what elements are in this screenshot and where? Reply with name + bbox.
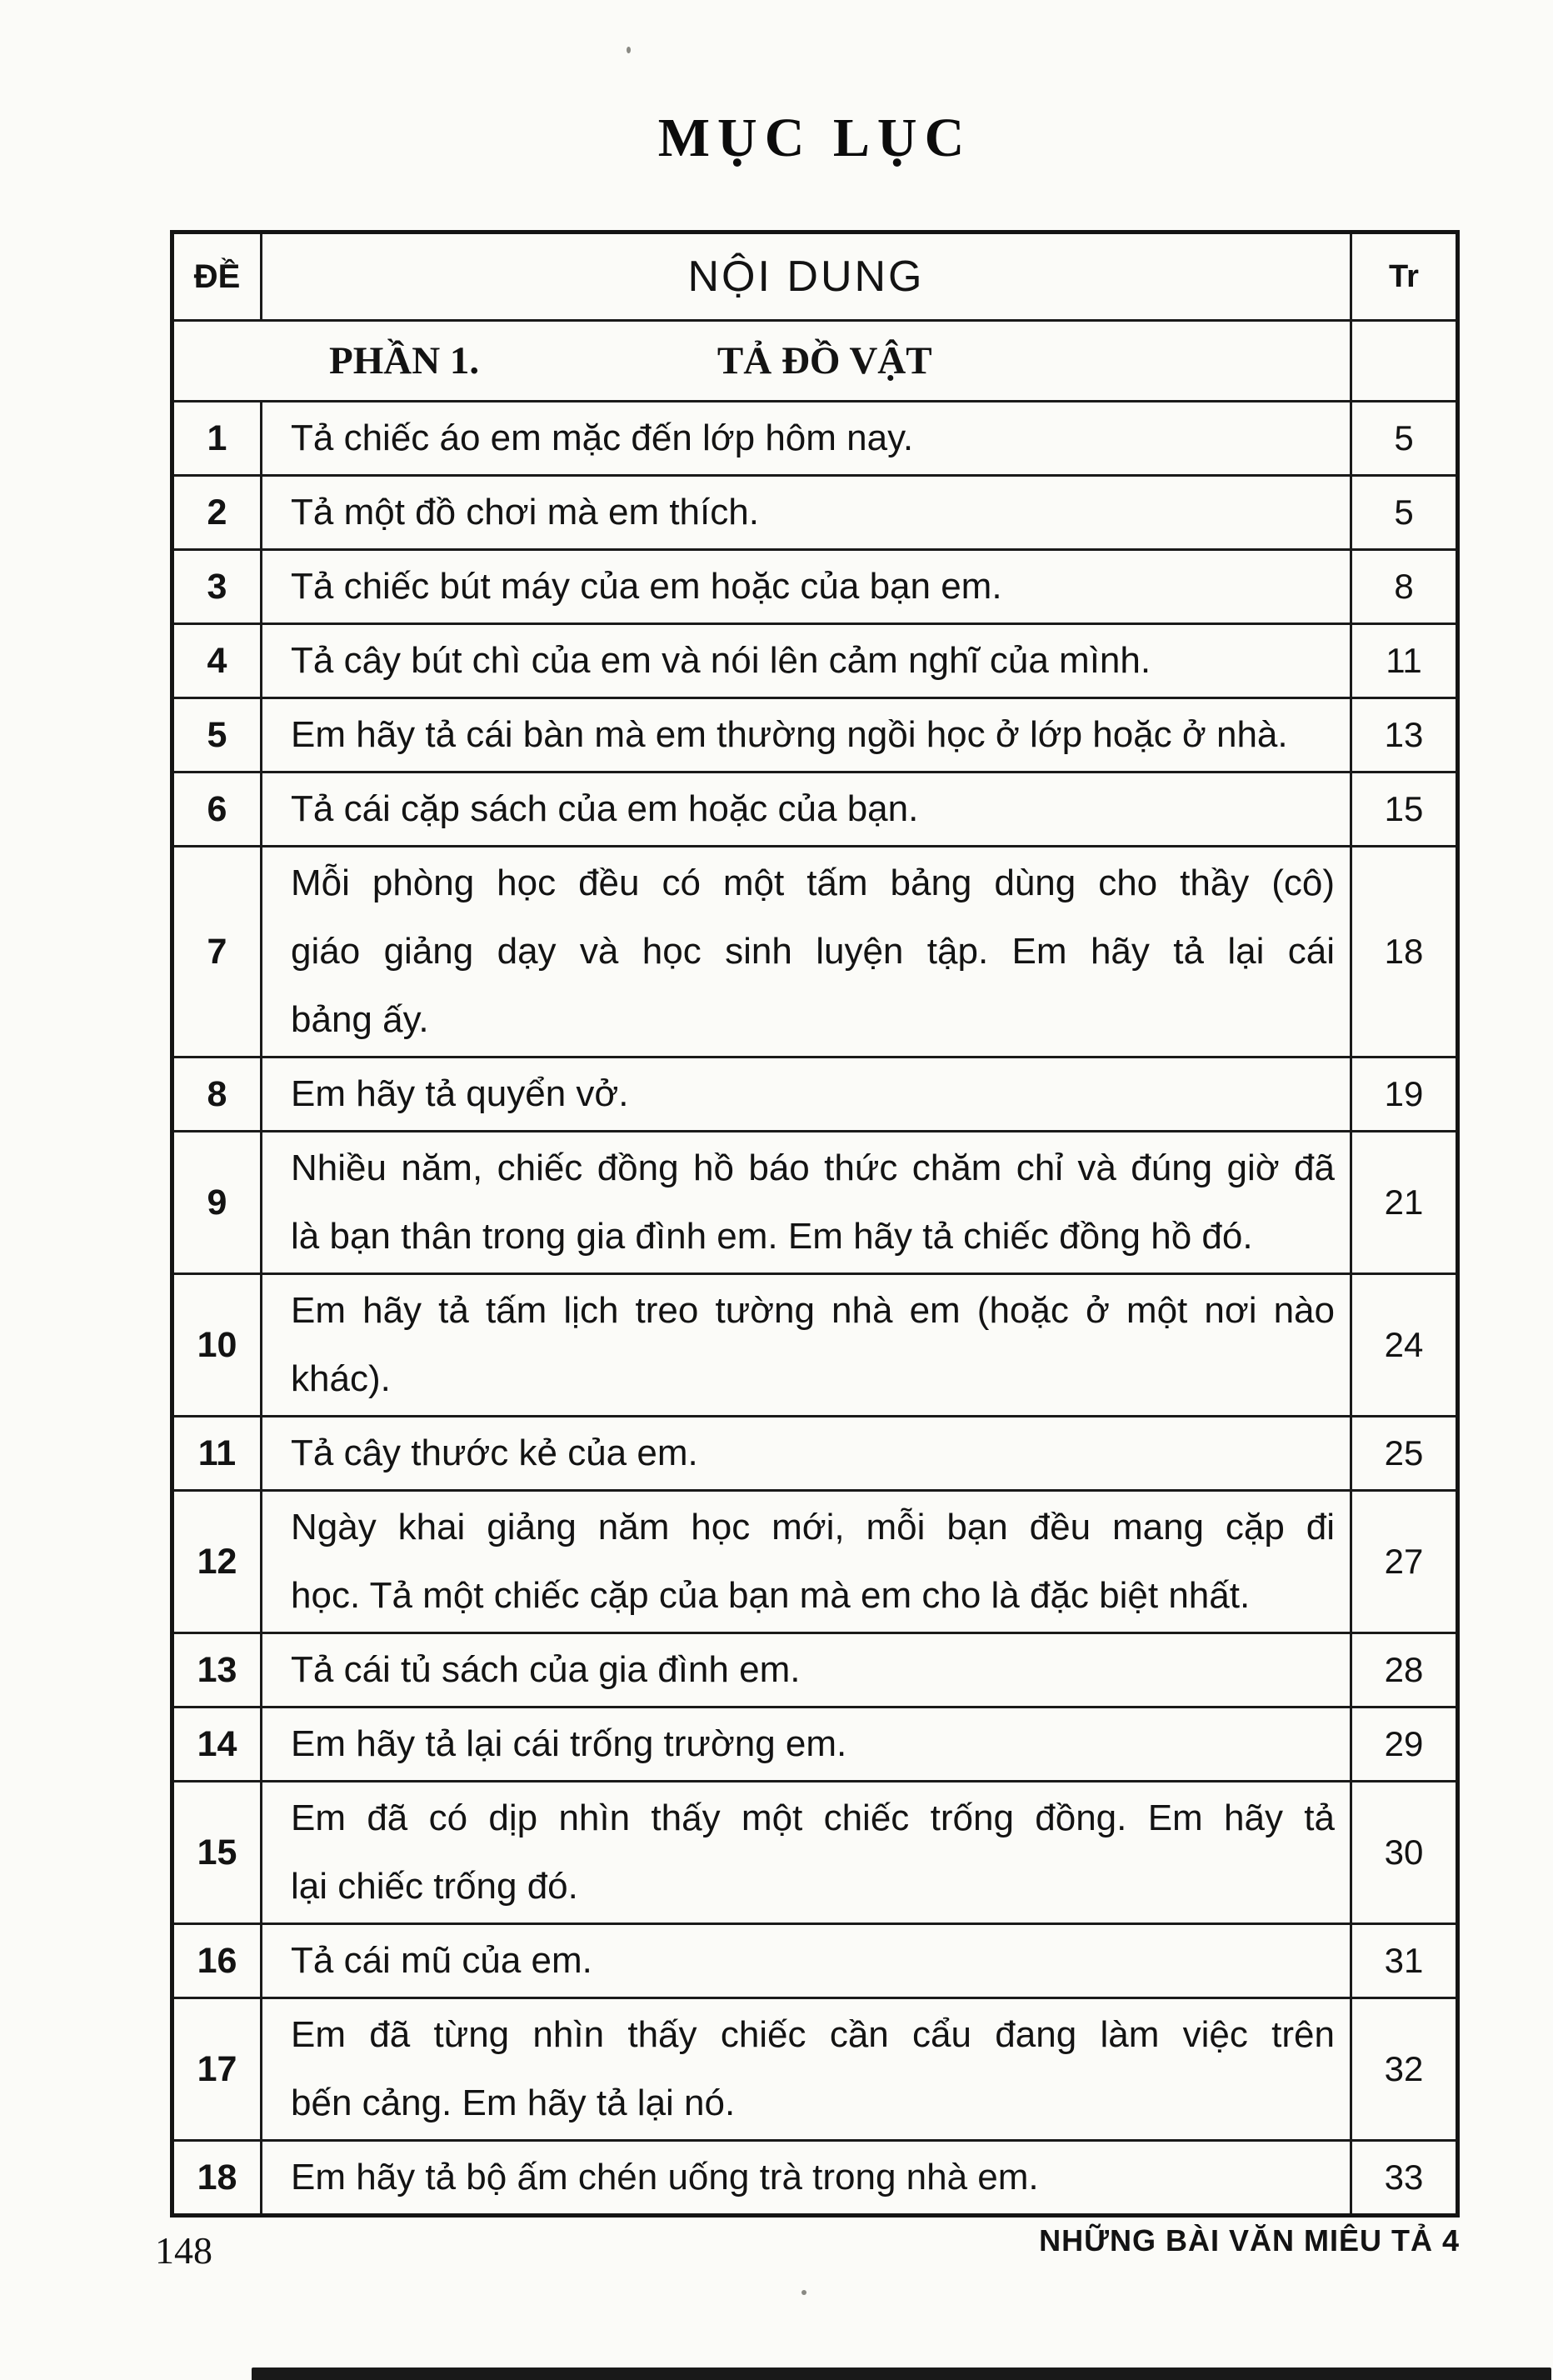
entry-text (262, 698, 1351, 772)
toc-row (172, 847, 1458, 1058)
toc-row (172, 550, 1458, 624)
entry-text (262, 550, 1351, 624)
entry-line: Tả cái cặp sách của em hoặc của bạn. (291, 788, 919, 830)
entry-page: 31 (1351, 1924, 1458, 1998)
entry-line: Tả chiếc bút máy của em hoặc của bạn em. (291, 566, 1002, 608)
toc-row (172, 1998, 1458, 2141)
entry-text (262, 476, 1351, 550)
entry-page: 28 (1351, 1633, 1458, 1708)
entry-page: 13 (1351, 698, 1458, 772)
entry-page: 18 (1351, 847, 1458, 1058)
entry-text (262, 1132, 1351, 1274)
entry-number: 5 (172, 698, 262, 772)
toc-row (172, 1633, 1458, 1708)
toc-row (172, 1417, 1458, 1491)
entry-page: 30 (1351, 1782, 1458, 1924)
entry-line: Em đã từng nhìn thấy chiếc cần cẩu đang làm việc trên (291, 2014, 1335, 2056)
book-page (0, 37, 1553, 2272)
entry-number: 13 (172, 1633, 262, 1708)
entry-page: 19 (1351, 1058, 1458, 1132)
toc-header-row (172, 232, 1458, 321)
toc-row (172, 1132, 1458, 1274)
entry-line: lại chiếc trống đó. (291, 1866, 578, 1908)
toc-row (172, 1491, 1458, 1633)
entry-line: Tả cái mũ của em. (291, 1940, 592, 1982)
entry-number: 1 (172, 402, 262, 476)
entry-text (262, 1633, 1351, 1708)
entry-number: 11 (172, 1417, 262, 1491)
toc-row (172, 1708, 1458, 1782)
toc-row (172, 624, 1458, 698)
entry-number: 9 (172, 1132, 262, 1274)
toc-row (172, 772, 1458, 847)
entry-number: 2 (172, 476, 262, 550)
entry-line: giáo giảng dạy và học sinh luyện tập. Em hãy tả lại cái (291, 931, 1335, 972)
entry-page: 5 (1351, 476, 1458, 550)
entry-text (262, 624, 1351, 698)
section-page-cell (1351, 321, 1458, 402)
toc-table (170, 230, 1460, 2218)
entry-line: bến cảng. Em hãy tả lại nó. (291, 2082, 736, 2124)
entry-line: Nhiều năm, chiếc đồng hồ báo thức chăm chỉ và đúng giờ đã (291, 1148, 1335, 1189)
entry-number: 10 (172, 1274, 262, 1417)
book-title: NHỮNG BÀI VĂN MIÊU TẢ 4 (1039, 2223, 1460, 2258)
entry-text (262, 1998, 1351, 2141)
entry-line: Em hãy tả quyển vở. (291, 1073, 629, 1115)
entry-number: 18 (172, 2141, 262, 2216)
entry-number: 6 (172, 772, 262, 847)
page-title: MỤC LỤC (657, 108, 972, 169)
entry-line: học. Tả một chiếc cặp của bạn mà em cho là đặc biệt nhất. (291, 1575, 1251, 1617)
entry-line: khác). (291, 1358, 391, 1400)
entry-number: 14 (172, 1708, 262, 1782)
toc-row (172, 402, 1458, 476)
toc-section-row (172, 321, 1458, 402)
entry-text (262, 1708, 1351, 1782)
section-cell (172, 321, 1351, 402)
entry-number: 15 (172, 1782, 262, 1924)
entry-page: 29 (1351, 1708, 1458, 1782)
entry-line: Tả một đồ chơi mà em thích. (291, 492, 759, 533)
entry-text (262, 847, 1351, 1058)
entry-text (262, 772, 1351, 847)
entry-page: 33 (1351, 2141, 1458, 2216)
entry-text (262, 1924, 1351, 1998)
entry-line: Tả cây thước kẻ của em. (291, 1432, 698, 1474)
entry-page: 24 (1351, 1274, 1458, 1417)
entry-page: 27 (1351, 1491, 1458, 1633)
toc-row (172, 1782, 1458, 1924)
entry-line: Em hãy tả bộ ấm chén uống trà trong nhà em. (291, 2157, 1039, 2198)
entry-line: Em đã có dịp nhìn thấy một chiếc trống đồng. Em hãy tả (291, 1798, 1335, 1839)
toc-row (172, 1058, 1458, 1132)
entry-line: Em hãy tả tấm lịch treo tường nhà em (hoặc ở một nơi nào (291, 1290, 1335, 1332)
entry-text (262, 1058, 1351, 1132)
toc-row (172, 1274, 1458, 1417)
entry-line: Tả cái tủ sách của gia đình em. (291, 1649, 801, 1691)
entry-page: 21 (1351, 1132, 1458, 1274)
col-header-noi-dung: NỘI DUNG (262, 232, 1351, 321)
entry-number: 7 (172, 847, 262, 1058)
entry-number: 17 (172, 1998, 262, 2141)
entry-page: 15 (1351, 772, 1458, 847)
toc-row (172, 476, 1458, 550)
scan-speck (801, 2290, 806, 2295)
entry-line: Em hãy tả lại cái trống trường em. (291, 1723, 847, 1765)
entry-number: 16 (172, 1924, 262, 1998)
entry-text (262, 1782, 1351, 1924)
entry-number: 12 (172, 1491, 262, 1633)
entry-text (262, 2141, 1351, 2216)
section-title: TẢ ĐỒ VẬT (717, 339, 932, 383)
toc-row (172, 1924, 1458, 1998)
entry-number: 8 (172, 1058, 262, 1132)
entry-text (262, 1417, 1351, 1491)
entry-text (262, 402, 1351, 476)
entry-page: 25 (1351, 1417, 1458, 1491)
entry-line: Em hãy tả cái bàn mà em thường ngồi học ở lớp hoặc ở nhà. (291, 714, 1288, 756)
entry-page: 32 (1351, 1998, 1458, 2141)
scan-edge-artifact (252, 2368, 1551, 2380)
entry-text (262, 1491, 1351, 1633)
entry-line: Ngày khai giảng năm học mới, mỗi bạn đều mang cặp đi (291, 1507, 1335, 1548)
col-header-tr: Tr (1351, 232, 1458, 321)
entry-text (262, 1274, 1351, 1417)
entry-page: 8 (1351, 550, 1458, 624)
entry-number: 4 (172, 624, 262, 698)
toc-row (172, 698, 1458, 772)
entry-line: Mỗi phòng học đều có một tấm bảng dùng cho thầy (cô) (291, 862, 1335, 904)
section-part-label: PHẦN 1. (329, 339, 480, 383)
entry-line: là bạn thân trong gia đình em. Em hãy tả chiếc đồng hồ đó. (291, 1216, 1253, 1258)
toc-row (172, 2141, 1458, 2216)
col-header-de: ĐỀ (172, 232, 262, 321)
entry-line: Tả cây bút chì của em và nói lên cảm nghĩ của mình. (291, 640, 1151, 682)
entry-page: 11 (1351, 624, 1458, 698)
entry-number: 3 (172, 550, 262, 624)
entry-page: 5 (1351, 402, 1458, 476)
page-number: 148 (155, 2229, 212, 2272)
entry-line: Tả chiếc áo em mặc đến lớp hôm nay. (291, 418, 914, 459)
entry-line: bảng ấy. (291, 999, 429, 1041)
